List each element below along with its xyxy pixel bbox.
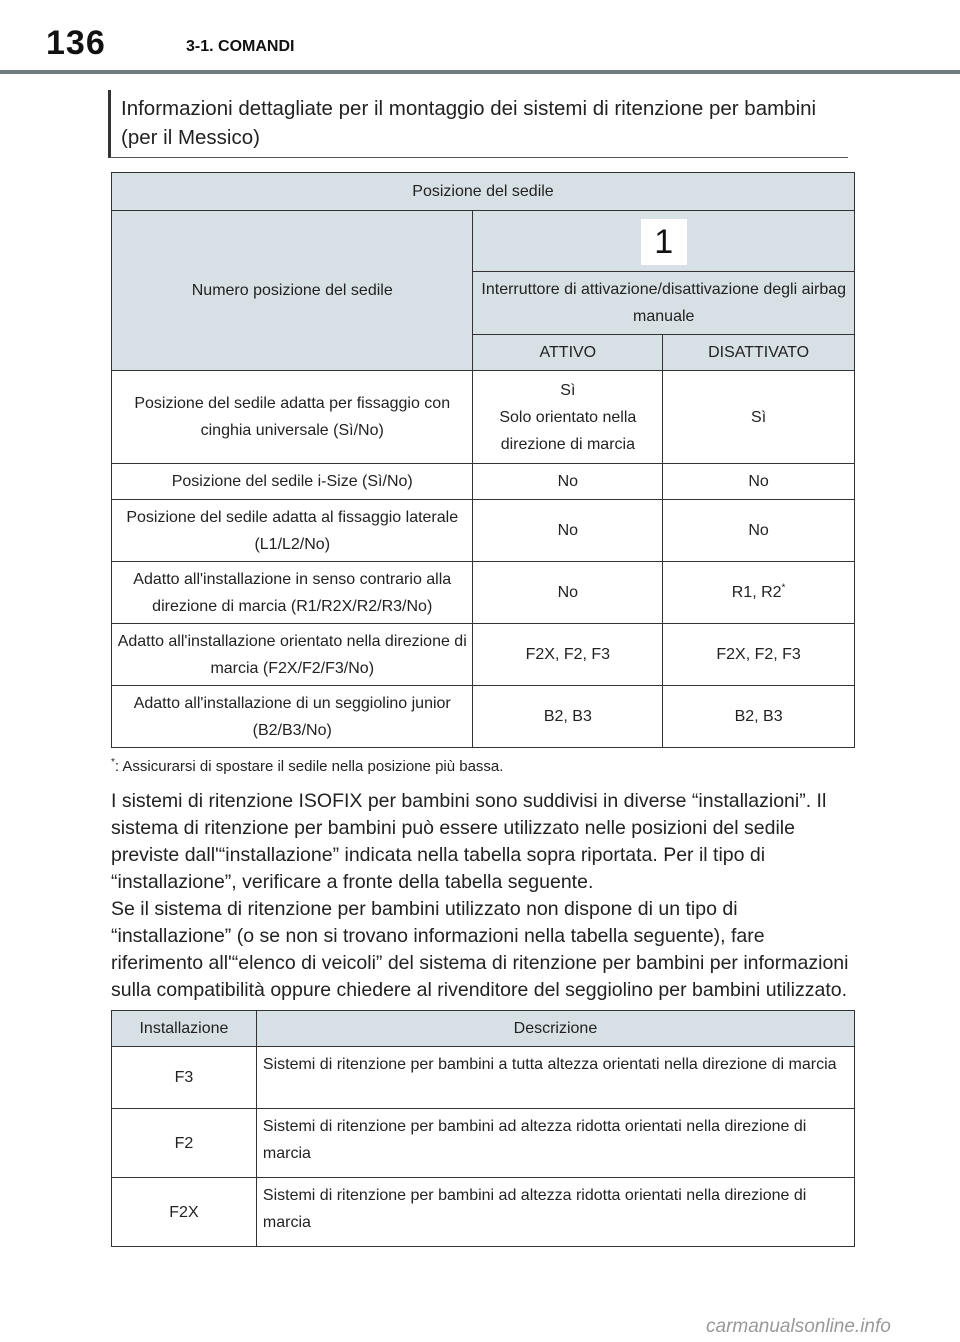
- row-on-value: No: [473, 562, 663, 624]
- row-off-value: Sì: [663, 371, 855, 464]
- row-label: Posizione del sedile i-Size (Sì/No): [112, 464, 473, 500]
- table-row: [112, 624, 855, 686]
- row-label: Adatto all'installazione in senso contrario alla direzione di marcia (R1/R2X/R2/R3/No): [112, 562, 473, 624]
- col-desc-header: Descrizione: [256, 1011, 854, 1047]
- watermark: carmanualsonline.info: [706, 1316, 891, 1337]
- paragraph: I sistemi di ritenzione ISOFIX per bambini sono suddivisi in diverse “installazioni”. Il sistema di ritenzione per bambini può essere utilizzato nelle posizioni del sedile previste dall'“installazione” indicata nella tabella sopra riportata. Per il tipo di “installazione”, verificare a fronte della tabella seguente.: [111, 790, 827, 893]
- row-on-value: No: [473, 464, 663, 500]
- row-label: Posizione del sedile adatta per fissaggio con cinghia universale (Sì/No): [112, 371, 473, 464]
- col-off-header: DISATTIVATO: [663, 335, 855, 371]
- footnote-marker: *: [781, 582, 786, 594]
- table-row: [112, 1178, 855, 1247]
- row-off-value: F2X, F2, F3: [663, 624, 855, 686]
- row-off-value: R1, R2*: [663, 562, 855, 624]
- install-description: Sistemi di ritenzione per bambini a tutta altezza orientati nella direzione di marcia: [256, 1047, 854, 1109]
- row-off-value: No: [663, 464, 855, 500]
- table1-top-header: Posizione del sedile: [112, 173, 855, 211]
- page-number: 136: [46, 24, 106, 62]
- install-code: F2: [112, 1109, 257, 1178]
- table-row: [112, 371, 855, 464]
- table-row: [112, 500, 855, 562]
- install-description: Sistemi di ritenzione per bambini ad altezza ridotta orientati nella direzione di marcia: [256, 1109, 854, 1178]
- row-on-value: B2, B3: [473, 686, 663, 748]
- col-install-header: Installazione: [112, 1011, 257, 1047]
- position-number-cell: [473, 211, 855, 272]
- row-label: Posizione del sedile adatta al fissaggio laterale (L1/L2/No): [112, 500, 473, 562]
- table1-row-label-header: Numero posizione del sedile: [112, 211, 473, 371]
- body-text: [111, 788, 857, 1004]
- table-row: [112, 686, 855, 748]
- row-on-value: Sì Solo orientato nella direzione di marcia: [473, 371, 663, 464]
- install-description: Sistemi di ritenzione per bambini ad altezza ridotta orientati nella direzione di marcia: [256, 1178, 854, 1247]
- paragraph: Se il sistema di ritenzione per bambini utilizzato non dispone di un tipo di “installazione” (o se non si trovano informazioni nella tabella seguente), fare riferimento all'“elenco di veicoli” del sistema di ritenzione per bambini per informazioni sulla compatibilità oppure chiedere al rivenditore del seggiolino per bambini utilizzato.: [111, 898, 849, 1001]
- section-title: 3-1. COMANDI: [186, 38, 295, 55]
- table-row: [112, 1047, 855, 1109]
- col-on-header: ATTIVO: [473, 335, 663, 371]
- install-code: F2X: [112, 1178, 257, 1247]
- section-heading: Informazioni dettagliate per il montaggio dei sistemi di ritenzione per bambini (per il Messico): [108, 90, 848, 158]
- seat-position-table: [111, 172, 855, 748]
- install-code: F3: [112, 1047, 257, 1109]
- row-off-value: No: [663, 500, 855, 562]
- airbag-switch-header: Interruttore di attivazione/disattivazione degli airbag manuale: [473, 272, 855, 335]
- seat-position-badge: 1: [641, 219, 687, 265]
- table-row: [112, 464, 855, 500]
- page-header: [0, 0, 960, 78]
- table-footnote: *: Assicurarsi di spostare il sedile nella posizione più bassa.: [111, 757, 504, 775]
- row-off-value: B2, B3: [663, 686, 855, 748]
- header-divider: [0, 70, 960, 74]
- installation-table: [111, 1010, 855, 1247]
- row-on-value: No: [473, 500, 663, 562]
- table-row: [112, 1109, 855, 1178]
- row-label: Adatto all'installazione orientato nella direzione di marcia (F2X/F2/F3/No): [112, 624, 473, 686]
- row-label: Adatto all'installazione di un seggiolino junior (B2/B3/No): [112, 686, 473, 748]
- row-on-value: F2X, F2, F3: [473, 624, 663, 686]
- table-row: [112, 562, 855, 624]
